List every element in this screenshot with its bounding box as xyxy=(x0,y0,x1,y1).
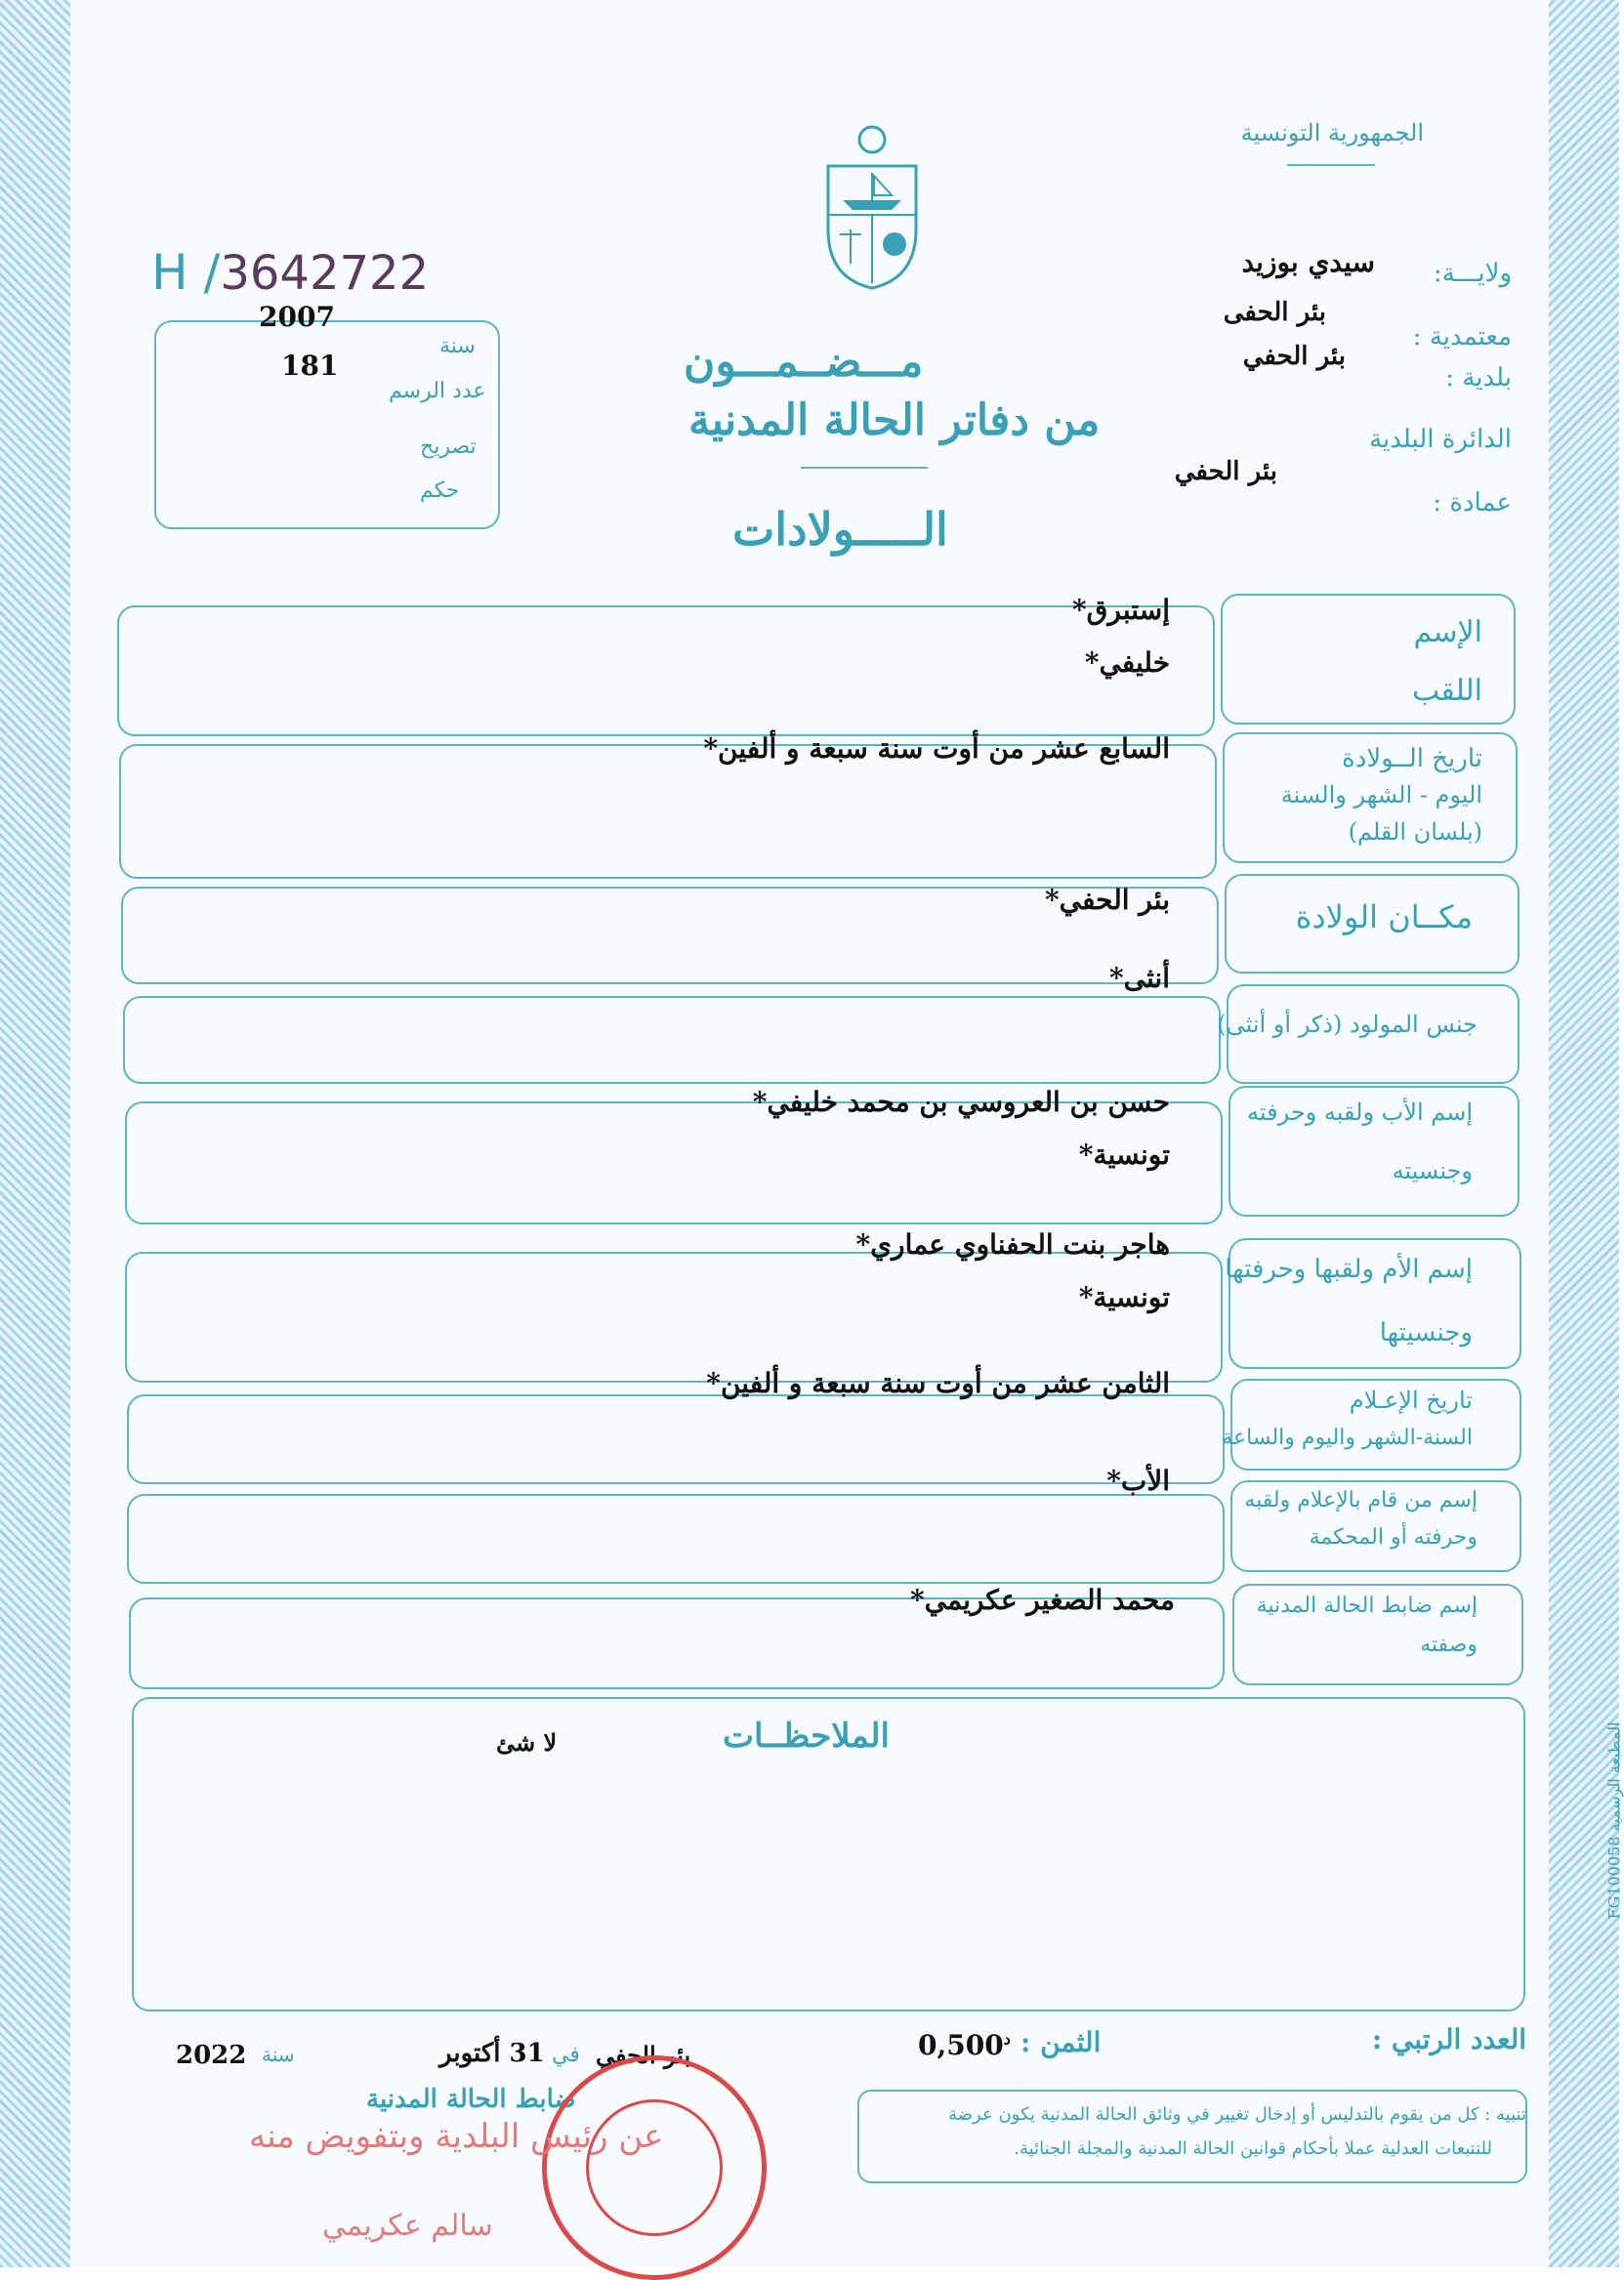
remarks-label: الملاحظــات xyxy=(723,1717,890,1756)
row-declaration-date-label1: تاريخ الإعـلام xyxy=(1349,1387,1473,1414)
row-mother-label1: إسم الأم ولقبها وحرفتها xyxy=(1225,1255,1473,1284)
footer-place: بئر الحفي xyxy=(596,2041,691,2069)
row-name-value1: إستبرق* xyxy=(1072,594,1170,626)
row-birthdate-label1: تاريخ الــولادة xyxy=(1342,744,1482,773)
footer-officer-title: ضابط الحالة المدنية xyxy=(366,2085,576,2114)
price-amount: 0,500 xyxy=(918,2029,1004,2061)
remarks-value: لا شئ xyxy=(496,1728,558,1757)
serial-prefix: H / xyxy=(151,244,221,301)
row-mother-label2: وجنسيتها xyxy=(1379,1318,1473,1347)
warning-line1: تنبيه : كل من يقوم بالتدليس أو إدخال تغيير في وثائق الحالة المدنية يكون عرضة xyxy=(948,2104,1526,2125)
serial-number xyxy=(151,244,429,301)
row-sex-value-box xyxy=(123,996,1221,1084)
mootamadiya-value: بئر الحفى xyxy=(1223,298,1326,327)
row-name-value-box xyxy=(117,605,1215,736)
row-birthplace-value: بئر الحفي* xyxy=(1045,884,1170,916)
row-declaration-date-label2: السنة-الشهر واليوم والساعة xyxy=(1222,1426,1473,1450)
footer-year-label: سنة xyxy=(262,2043,295,2066)
row-declaration-date-value-box xyxy=(127,1394,1225,1484)
footer-year-value: 2022 xyxy=(176,2041,247,2070)
row-declaration-date-value: الثامن عشر من أوت سنة سبعة و ألفين* xyxy=(706,1367,1170,1399)
row-father-label1: إسم الأب ولقبه وحرفته xyxy=(1247,1099,1473,1126)
baladiya-label: بلدية : xyxy=(1445,363,1512,393)
serial-value: 3642722 xyxy=(220,246,430,301)
row-mother-value2: تونسية* xyxy=(1078,1281,1170,1313)
row-birthdate-label2: اليوم - الشهر والسنة xyxy=(1280,781,1482,808)
row-name-label2: اللقب xyxy=(1411,674,1482,708)
row-sex-value: أنثى* xyxy=(1108,962,1170,994)
row-officer-value: محمد الصغير عكريمي* xyxy=(909,1584,1175,1616)
printer-mark: المطبعة الرسمية FG100058 xyxy=(1604,1721,1624,1920)
row-mother-value-box xyxy=(125,1252,1223,1383)
title-underline xyxy=(801,467,928,469)
daira-label: الدائرة البلدية xyxy=(1369,425,1512,454)
baladiya-value: بئر الحفي xyxy=(1242,342,1346,371)
row-declarant-value-box xyxy=(127,1494,1225,1584)
row-name-label1: الإسم xyxy=(1413,615,1482,649)
coat-of-arms-icon xyxy=(818,122,926,293)
footer-serial-label: العدد الرتبي : xyxy=(1371,2023,1526,2055)
wilaya-label: ولايـــة: xyxy=(1433,259,1512,288)
footer-price-value xyxy=(918,2029,1011,2061)
title-line2: من دفاتر الحالة المدنية xyxy=(688,395,1101,445)
declaration-label: تصريح xyxy=(420,435,477,459)
imada-label: عمادة : xyxy=(1433,488,1512,518)
title-line1: مـــضــمـــون xyxy=(684,337,924,387)
price-unit: د xyxy=(1003,2029,1011,2049)
row-father-label2: وجنسيته xyxy=(1392,1157,1473,1184)
footer-delegation: عن رئيس البلدية وبتفويض منه xyxy=(249,2117,664,2156)
record-number-label: عدد الرسم xyxy=(389,379,486,403)
row-birthdate-value: السابع عشر من أوت سنة سبعة و ألفين* xyxy=(703,732,1170,765)
row-declarant-label2: وحرفته أو المحكمة xyxy=(1309,1525,1478,1550)
row-father-value-box xyxy=(125,1101,1223,1224)
record-year-label: سنة xyxy=(439,334,476,358)
footer-date: 31 أكتوبر xyxy=(439,2039,545,2068)
guilloche-border-right xyxy=(1549,0,1619,2267)
footer-officer-name: سالم عكريمي xyxy=(322,2209,493,2243)
footer-in-word: في xyxy=(552,2043,580,2067)
mootamadiya-label: معتمدية : xyxy=(1412,322,1512,352)
record-number-value: 181 xyxy=(281,350,339,382)
official-stamp xyxy=(542,2055,767,2280)
row-officer-label1: إسم ضابط الحالة المدنية xyxy=(1256,1594,1478,1618)
row-name-value2: خليفي* xyxy=(1084,646,1170,679)
row-declarant-label1: إسم من قام بالإعلام ولقبه xyxy=(1244,1488,1478,1513)
row-birthdate-label3: (بلسان القلم) xyxy=(1348,818,1482,846)
row-mother-value1: هاجر بنت الحفناوي عماري* xyxy=(855,1228,1170,1261)
guilloche-border-left xyxy=(0,0,70,2267)
row-declarant-value: الأب* xyxy=(1106,1465,1170,1497)
row-father-value2: تونسية* xyxy=(1078,1139,1170,1171)
judgment-label: حكم xyxy=(420,478,460,503)
header-divider xyxy=(1287,164,1375,166)
title-line3: الـــــولادات xyxy=(732,503,948,556)
record-year-value: 2007 xyxy=(259,301,335,333)
row-birthplace-label: مكــان الولادة xyxy=(1295,898,1473,935)
wilaya-value: سيدي بوزيد xyxy=(1241,246,1375,278)
footer-price-label: الثمن : xyxy=(1020,2026,1102,2058)
row-father-value1: حسن بن العروسي بن محمد خليفي* xyxy=(752,1086,1170,1118)
republic-label: الجمهورية التونسية xyxy=(1240,119,1424,146)
row-sex-label: جنس المولود (ذكر أو أنثى) xyxy=(1217,1011,1478,1038)
warning-line2: للتتبعات العدلية عملا بأحكام قوانين الحالة المدنية والمجلة الجنائية. xyxy=(1014,2138,1492,2159)
row-officer-label2: وصفته xyxy=(1420,1633,1478,1657)
imada-value: بئر الحفي xyxy=(1174,457,1277,486)
